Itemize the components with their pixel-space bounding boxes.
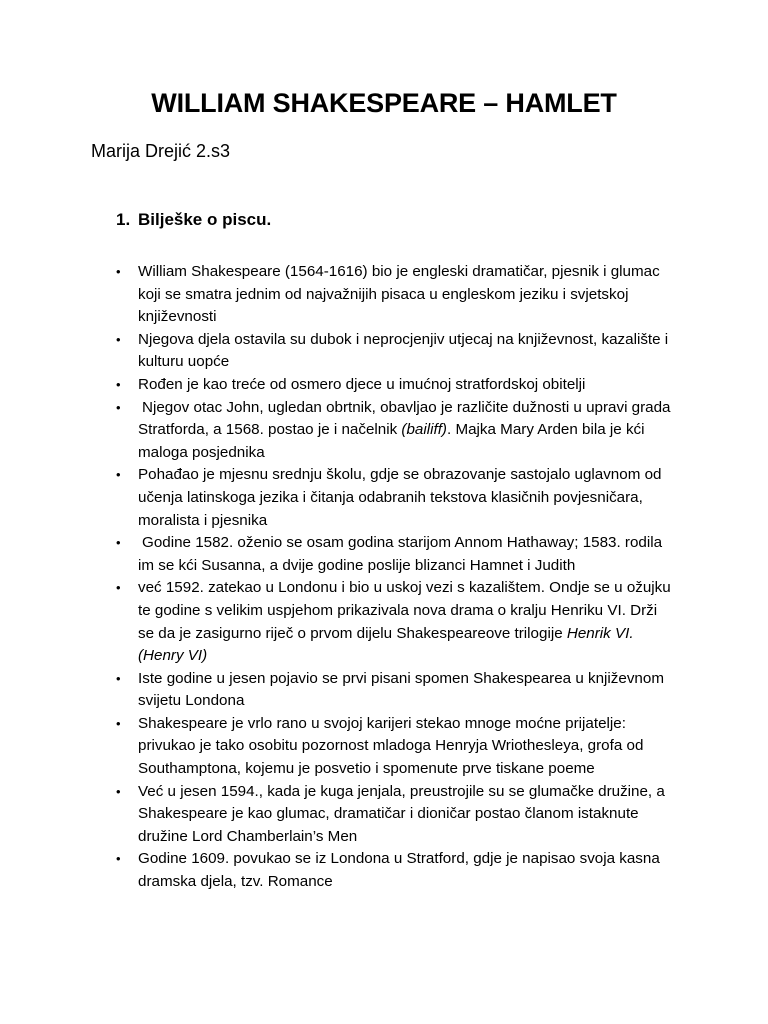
bullet-icon: • [116,851,121,867]
bullet-icon: • [116,331,121,347]
bullet-icon: • [116,580,121,596]
list-item-text: Već u jesen 1594., kada je kuga jenjala, preustrojile su se glumačke družine, a Shakespeare je kao glumac, dramatičar i dioničar postao članom istaknute družine Lord Chamberlain’s Men [138,782,665,845]
list-item [116,713,676,781]
list-item-text: Shakespeare je vrlo rano u svojoj karijeri stekao mnoge moćne prijatelje: privukao je tako osobitu pozornost mladoga Henryja Wriothesleya, grofa od Southamptona, kojemu je posvetio i spomenute prve tiskane poeme [138,714,644,778]
list-item-text: već 1592. zatekao u Londonu i bio u uskoj vezi s kazalištem. Ondje se u ožujku te godine s velikim uspjehom prikazivala nova drama o kralju Henriku VI. Drži se da je zasigurno riječ o prvom dijelu Shakespeareove trilogije Henrik VI. (Henry VI) [138,579,671,665]
list-item-text: Iste godine u jesen pojavio se prvi pisani spomen Shakespearea u književnom svijetu Londona [138,669,664,710]
list-item-text: Godine 1582. oženio se osam godina starijom Annom Hathaway; 1583. rodila im se kći Susanna, a dvije godine poslije blizanci Hamnet i Judith [138,534,663,574]
list-item-text: William Shakespeare (1564-1616) bio je engleski dramatičar, pjesnik i glumac koji se smatra jednim od najvažnijih pisaca u engleskom jeziku i svjetskoj književnosti [138,263,660,326]
list-item-text: Godine 1609. povukao se iz Londona u Stratford, gdje je napisao svoja kasna dramska djela, tzv. Romance [138,850,660,891]
italic-term: (bailiff) [401,421,447,439]
italic-title: Henrik VI. (Henry VI) [138,624,634,665]
list-item-text: Njegova djela ostavila su dubok i neprocjenjiv utjecaj na književnost, kazalište i kulturu uopće [138,330,669,371]
list-item [116,848,676,893]
list-item [116,577,676,667]
list-item-text: Njegov otac John, ugledan obrtnik, obavljao je različite dužnosti u upravi grada Stratforda, a 1568. postao je i načelnik (bailiff). Majka Mary Arden bila je kći maloga posjednika [138,398,671,461]
list-item [116,397,676,465]
bullet-list [116,261,676,894]
section-number: 1. [116,210,131,229]
bullet-icon: • [116,376,121,392]
bullet-icon: • [116,783,121,799]
section-heading-text: Bilješke o piscu. [138,210,272,229]
bullet-icon: • [116,264,121,279]
document-title: WILLIAM SHAKESPEARE – HAMLET [151,88,617,118]
list-item-text: Pohađao je mjesnu srednju školu, gdje se obrazovanje sastojalo uglavnom od učenja latinskoga jezika i čitanja odabranih tekstova klasičnih povjesničara, moralista i pjesnika [138,466,662,529]
section-heading [116,210,271,230]
list-item [116,781,676,849]
author-line: Marija Drejić 2.s3 [91,141,231,161]
list-item [116,532,676,577]
list-item [116,374,676,397]
bullet-icon: • [116,535,121,551]
list-item [116,668,676,713]
bullet-icon: • [116,715,121,731]
list-item-text: Rođen je kao treće od osmero djece u imućnoj stratfordskoj obitelji [138,375,586,393]
bullet-icon: • [116,467,121,483]
list-item [116,464,676,532]
list-item [116,261,676,329]
list-item [116,329,676,374]
bullet-icon: • [116,670,121,686]
bullet-icon: • [116,399,121,415]
